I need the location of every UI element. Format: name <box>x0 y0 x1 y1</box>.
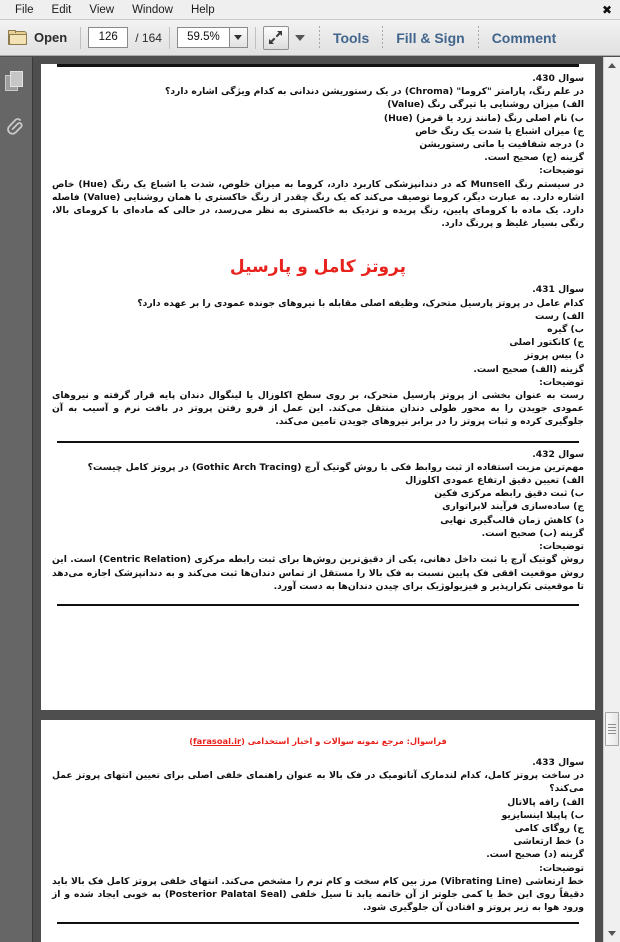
tools-button[interactable]: Tools <box>332 29 370 46</box>
document-pages <box>33 57 603 942</box>
question-432-label: سوال 432. <box>532 448 584 460</box>
vertical-scrollbar[interactable] <box>603 57 620 942</box>
question-430-option-b: ب) نام اصلی رنگ (مانند زرد یا قرمز) (Hue) <box>383 112 584 124</box>
question-432-option-b: ب) ثبت دقیق رابطه مرکزی فکین <box>434 488 584 500</box>
question-430-answer: گزینه (ج) صحیح است. <box>484 152 584 164</box>
page-thumbnails-icon[interactable] <box>4 71 28 95</box>
open-button[interactable] <box>4 28 73 48</box>
scroll-up-button[interactable] <box>604 57 620 74</box>
menu-window[interactable]: Window <box>132 3 173 16</box>
question-block-433 <box>52 756 584 914</box>
question-431-stem: کدام عامل در پروتز پارسیل متحرک، وظیفه اصلی مقابله با نیروهای جونده عمودی را بر عهده دارد؟ <box>137 297 584 309</box>
comment-button[interactable]: Comment <box>491 29 557 46</box>
question-430-stem: در علم رنگ، پارامتر "کروما" (Chroma) در یک رستوریشن دندانی به کدام ویژگی اشاره دارد؟ <box>165 86 584 98</box>
section-divider-3 <box>57 604 579 606</box>
question-431-explanation-label: توضیحات: <box>539 376 584 388</box>
chevron-down-icon <box>608 931 616 936</box>
document-view[interactable] <box>33 57 620 942</box>
fit-page-button[interactable] <box>263 26 289 50</box>
question-433-explanation-label: توضیحات: <box>539 862 584 874</box>
question-431-option-b: ب) گیره <box>547 324 584 336</box>
site-header-link[interactable]: farasoal.ir <box>193 736 242 746</box>
section-divider <box>57 64 579 67</box>
question-431-option-c: ج) کانکتور اصلی <box>509 337 584 349</box>
question-432-stem: مهم‌ترین مزیت استفاده از ثبت روابط فکی با روش گوتیک آرچ (Gothic Arch Tracing) در پروتز کامل چیست؟ <box>87 461 584 473</box>
menu-bar <box>0 0 620 20</box>
scrollbar-track[interactable] <box>604 74 620 925</box>
menu-edit[interactable]: Edit <box>51 3 72 16</box>
site-header-text: فراسوال: مرجع نمونه سوالات و اخبار استخدامی ( <box>241 736 447 746</box>
question-433-stem: در ساخت پروتز کامل، کدام لندمارک آناتومیک در فک بالا به عنوان راهنمای خلفی اصلی برای تعیین انتهای پروتز عمل می‌کند؟ <box>52 770 584 795</box>
site-header-tail: ) <box>189 736 194 746</box>
folder-open-icon <box>8 30 28 46</box>
close-icon[interactable]: ✖ <box>601 2 612 17</box>
question-430-option-d: د) درجه شفافیت یا ماتی رستوریشن <box>419 139 584 151</box>
question-432-explanation-label: توضیحات: <box>539 541 584 553</box>
question-431-answer: گزینه (الف) صحیح است. <box>473 363 584 375</box>
page-total-label: / 164 <box>135 30 162 45</box>
menu-help[interactable]: Help <box>190 3 215 16</box>
scrollbar-thumb[interactable] <box>605 712 619 746</box>
toolbar-separator-3 <box>255 27 256 49</box>
question-431-option-a: الف) رست <box>535 310 584 322</box>
question-433-option-c: ج) روگای کامی <box>514 823 584 835</box>
toolbar <box>0 20 620 56</box>
question-432-option-d: د) کاهش زمان قالب‌گیری نهایی <box>440 514 584 526</box>
workspace <box>0 57 620 942</box>
page-navigation-group <box>88 27 162 48</box>
question-433-label: سوال 433. <box>532 757 584 768</box>
menu-file[interactable]: File <box>15 3 34 16</box>
chevron-down-icon <box>234 35 242 40</box>
question-430-explanation-label: توضیحات: <box>539 165 584 177</box>
fit-options-chevron-icon[interactable] <box>295 35 305 41</box>
open-button-label: Open <box>34 30 68 45</box>
toolbar-separator-2 <box>169 27 170 49</box>
section-heading-prosthodontics: پروتز کامل و پارسیل <box>229 257 407 278</box>
question-433-option-b: ب) پاپیلا اینسایزیو <box>501 809 584 821</box>
section-divider-2 <box>57 441 579 443</box>
question-430-option-c: ج) میزان اشباع یا شدت یک رنگ خاص <box>415 125 584 137</box>
question-432-explanation: روش گوتیک آرچ یا ثبت داخل دهانی، یکی از دقیق‌ترین روش‌ها برای ثبت رابطه مرکزی (Centric Relation) است. این روش موقعیت افقی فک پایین نسبت به فک بالا را مستقل از تماس دندان‌ها ثبت می‌کند و به دندانپزشک اجازه می‌دهد تا موقعیتی تکرارپذیر و فیزیولوژیک برای چیدن دندان‌ها به دست آورد. <box>52 554 584 592</box>
pdf-page-126 <box>41 64 595 710</box>
zoom-group <box>177 27 248 48</box>
toolbar-separator-5 <box>382 26 383 50</box>
pdf-page-127 <box>41 720 595 942</box>
toolbar-separator-1 <box>80 27 81 49</box>
page-separator <box>33 710 603 720</box>
navigation-rail <box>0 57 33 942</box>
question-431-option-d: د) بیس پروتز <box>524 350 584 362</box>
question-433-explanation: خط ارتعاشی (Vibrating Line) مرز بین کام سخت و کام نرم را مشخص می‌کند. انتهای خلفی پروتز کامل فک بالا باید دقیقاً روی این خط یا کمی جلوتر از آن خاتمه یابد تا سیل خلفی (Posterior Palatal Seal) به خوبی ایجاد شده و از ورود هوا به زیر پروتز و افتادن آن جلوگیری شود. <box>52 875 584 914</box>
question-block-430 <box>52 72 584 230</box>
toolbar-separator-6 <box>478 26 479 50</box>
question-433-option-a: الف) رافه پالاتال <box>507 796 584 808</box>
question-431-label: سوال 431. <box>532 284 584 296</box>
question-block-431 <box>52 283 584 428</box>
question-430-explanation: در سیستم رنگ Munsell که در دندانپزشکی کاربرد دارد، کروما به میزان خلوص، شدت یا اشباع یک رنگ (Hue) خاص اشاره دارد. به عبارت دیگر، کروما توصیف می‌کند که یک رنگ چقدر از رنگ خاکستری با همان روشنایی (Value) فاصله دارد. یک ماده با کرومای پایین، رنگ پریده و نزدیک به خاکستری به نظر می‌رسد، در حالی که ماده‌ای با کرومای بالا، رنگی بسیار غلیظ و پررنگ دارد. <box>52 178 584 230</box>
question-432-answer: گزینه (ب) صحیح است. <box>481 527 584 539</box>
menu-view[interactable]: View <box>89 3 115 16</box>
question-432-option-a: الف) تعیین دقیق ارتفاع عمودی اکلوزال <box>405 475 584 487</box>
chevron-up-icon <box>608 63 616 68</box>
fill-and-sign-button[interactable]: Fill & Sign <box>396 29 465 46</box>
section-divider-4 <box>57 922 579 924</box>
attachments-icon[interactable] <box>4 115 28 139</box>
grip-icon <box>608 722 616 736</box>
zoom-level-input[interactable]: 59.5% <box>177 27 229 48</box>
question-433-answer: گزینه (د) صحیح است. <box>486 849 584 861</box>
question-432-option-c: ج) ساده‌سازی فرآیند لابراتواری <box>442 501 584 513</box>
page-site-header <box>52 720 584 756</box>
question-433-option-d: د) خط ارتعاشی <box>513 836 584 848</box>
zoom-dropdown-button[interactable] <box>229 27 248 48</box>
expand-arrows-icon <box>268 30 283 45</box>
question-430-label: سوال 430. <box>532 73 584 84</box>
scroll-down-button[interactable] <box>604 925 620 942</box>
question-430-option-a: الف) میزان روشنایی یا تیرگی رنگ (Value) <box>387 99 584 111</box>
page-number-input[interactable]: 126 <box>88 27 128 48</box>
toolbar-separator-4 <box>319 26 320 50</box>
question-431-explanation: رست به عنوان بخشی از پروتز پارسیل متحرک، بر روی سطح اکلوزال یا لینگوال دندان پایه قرار گرفته و نیروهای عمودی جویدن را به محور طولی دندان منتقل می‌کند. این عمل از فرو رفتن پروتز در بافت نرم و آسیب به آن جلوگیری کرده و ثبات پروتز را در برابر نیروهای جویدن تامین می‌کند. <box>52 390 584 428</box>
question-block-432 <box>52 448 584 593</box>
